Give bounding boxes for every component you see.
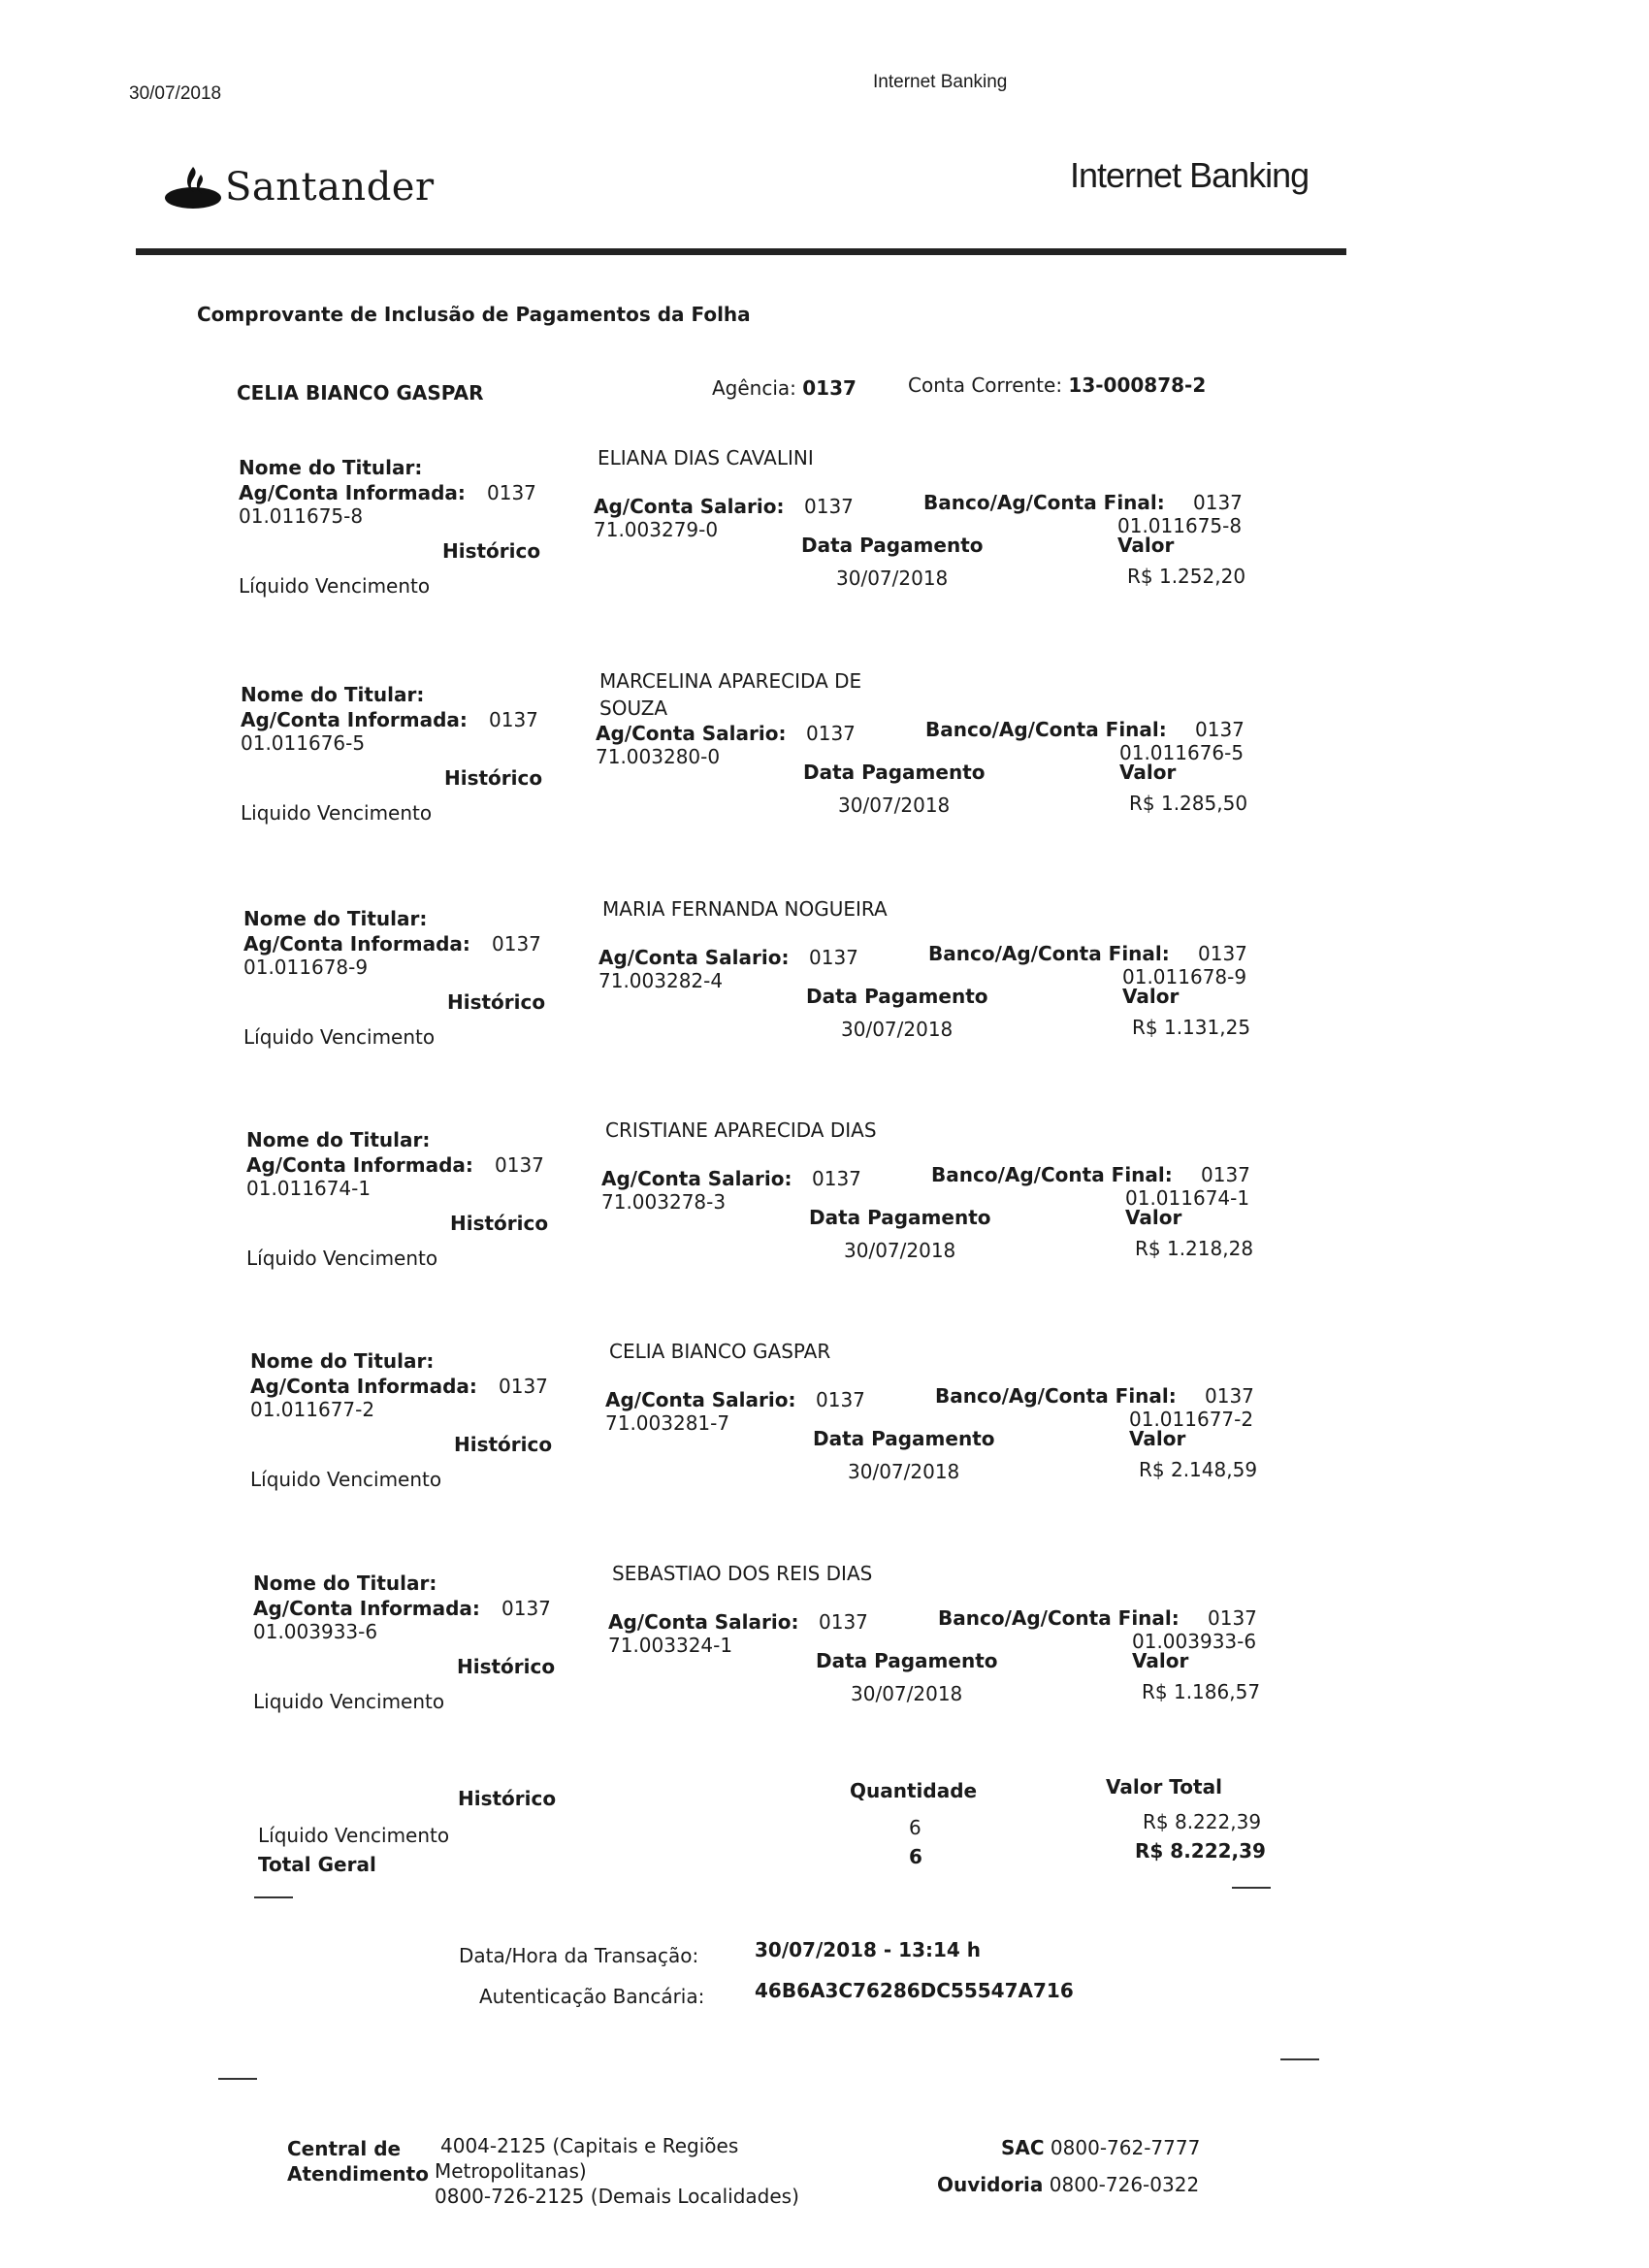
banco-final-label: Banco/Ag/Conta Final:	[925, 718, 1167, 741]
ag-salario-account: 71.003324-1	[608, 1634, 733, 1657]
ag-informada-account: 01.011675-8	[239, 504, 364, 528]
titular-name: ELIANA DIAS CAVALINI	[598, 446, 814, 470]
banco-final-account: 01.011676-5	[1119, 741, 1245, 764]
banco-final-label: Banco/Ag/Conta Final:	[938, 1606, 1180, 1630]
sac-label: SAC	[1001, 2136, 1045, 2159]
ag-salario-account: 71.003278-3	[601, 1190, 727, 1214]
valor-label: Valor	[1132, 1649, 1189, 1672]
total-geral-quantidade: 6	[909, 1845, 922, 1868]
valor-label: Valor	[1119, 761, 1177, 784]
historico-label: Histórico	[450, 1212, 549, 1235]
account-value: 13-000878-2	[1068, 373, 1207, 397]
ag-salario-label: Ag/Conta Salario:	[608, 1610, 799, 1634]
ag-salario-label: Ag/Conta Salario:	[605, 1388, 796, 1411]
header-small-title: Internet Banking	[873, 72, 1008, 92]
ag-informada-agency: 0137	[487, 481, 536, 504]
banco-final-agency: 0137	[1198, 942, 1247, 965]
data-pagamento-label: Data Pagamento	[806, 985, 988, 1008]
ag-informada-account: 01.011676-5	[241, 731, 366, 755]
historico-label: Histórico	[457, 1655, 556, 1678]
banco-final-label: Banco/Ag/Conta Final:	[935, 1384, 1177, 1408]
ouvidoria-label: Ouvidoria	[937, 2173, 1044, 2196]
ag-salario-account: 71.003282-4	[598, 969, 724, 992]
ag-informada-label: Ag/Conta Informada:	[241, 708, 468, 731]
valor-value: R$ 1.285,50	[1129, 792, 1248, 815]
valor-label: Valor	[1122, 985, 1180, 1008]
ag-salario-account: 71.003280-0	[596, 745, 721, 768]
banco-final-account: 01.011675-8	[1117, 514, 1243, 537]
titular-label: Nome do Titular:	[241, 683, 425, 706]
historico-value: Líquido Vencimento	[250, 1468, 442, 1491]
titular-name: MARIA FERNANDA NOGUEIRA	[602, 897, 888, 921]
brand-name: Santander	[225, 165, 435, 210]
valor-value: R$ 1.252,20	[1127, 565, 1246, 588]
banco-final-agency: 0137	[1195, 718, 1245, 741]
agency-label: Agência:	[712, 376, 796, 400]
banco-final-label: Banco/Ag/Conta Final:	[931, 1163, 1173, 1186]
account-label: Conta Corrente:	[908, 373, 1063, 397]
titular-name: CELIA BIANCO GASPAR	[609, 1340, 831, 1363]
ag-salario-label: Ag/Conta Salario:	[594, 495, 785, 518]
ag-informada-label: Ag/Conta Informada:	[243, 932, 470, 956]
ag-informada-label: Ag/Conta Informada:	[250, 1375, 477, 1398]
summary-row-total: R$ 8.222,39	[1143, 1810, 1262, 1833]
agency-value: 0137	[802, 376, 857, 400]
valor-value: R$ 1.186,57	[1142, 1680, 1261, 1703]
transaction-datetime: 30/07/2018 - 13:14 h	[755, 1938, 982, 1961]
titular-label: Nome do Titular:	[253, 1571, 437, 1595]
banco-final-agency: 0137	[1201, 1163, 1250, 1186]
bank-auth-code: 46B6A3C76286DC55547A716	[755, 1979, 1074, 2002]
data-pagamento-value: 30/07/2018	[851, 1682, 963, 1705]
ag-salario-agency: 0137	[804, 495, 854, 518]
central-phone-1b: Metropolitanas)	[435, 2159, 587, 2183]
central-phone-2: 0800-726-2125 (Demais Localidades)	[435, 2185, 799, 2208]
payment-record	[246, 1118, 1352, 1322]
ag-salario-label: Ag/Conta Salario:	[596, 722, 787, 745]
ag-informada-account: 01.003933-6	[253, 1620, 378, 1643]
document-title: Comprovante de Inclusão de Pagamentos da Folha	[197, 303, 751, 326]
data-pagamento-label: Data Pagamento	[809, 1206, 991, 1229]
bank-auth-label: Autenticação Bancária:	[479, 1985, 705, 2008]
sac-phone: 0800-762-7777	[1050, 2136, 1201, 2159]
banco-final-label: Banco/Ag/Conta Final:	[928, 942, 1170, 965]
ag-salario-label: Ag/Conta Salario:	[601, 1167, 792, 1190]
ag-informada-agency: 0137	[495, 1153, 544, 1177]
ag-salario-account: 71.003279-0	[594, 518, 719, 541]
banco-final-account: 01.011678-9	[1122, 965, 1247, 988]
ag-informada-agency: 0137	[499, 1375, 548, 1398]
ag-informada-agency: 0137	[501, 1597, 551, 1620]
ag-salario-agency: 0137	[806, 722, 856, 745]
payment-record	[239, 446, 1344, 650]
dash-mark	[218, 2078, 257, 2080]
banco-final-agency: 0137	[1205, 1384, 1254, 1408]
banco-final-account: 01.003933-6	[1132, 1630, 1257, 1653]
banco-final-agency: 0137	[1208, 1606, 1257, 1630]
historico-label: Histórico	[442, 539, 541, 563]
summary-historico-label: Histórico	[458, 1787, 557, 1810]
ouvidoria-phone: 0800-726-0322	[1049, 2173, 1200, 2196]
payment-record	[241, 669, 1346, 877]
ag-salario-agency: 0137	[809, 946, 858, 969]
historico-label: Histórico	[444, 766, 543, 790]
valor-label: Valor	[1117, 534, 1175, 557]
client-name: CELIA BIANCO GASPAR	[237, 381, 484, 405]
header-big-title: Internet Banking	[1070, 155, 1310, 195]
historico-value: Liquido Vencimento	[241, 801, 433, 825]
ag-salario-agency: 0137	[816, 1388, 865, 1411]
valor-value: R$ 2.148,59	[1139, 1458, 1258, 1481]
valor-value: R$ 1.131,25	[1132, 1016, 1251, 1039]
titular-label: Nome do Titular:	[243, 907, 428, 930]
data-pagamento-value: 30/07/2018	[841, 1018, 954, 1041]
valor-value: R$ 1.218,28	[1135, 1237, 1254, 1260]
data-pagamento-label: Data Pagamento	[813, 1427, 995, 1450]
banco-final-agency: 0137	[1193, 491, 1243, 514]
payment-record	[243, 897, 1349, 1101]
data-pagamento-label: Data Pagamento	[801, 534, 984, 557]
titular-name-2: SOUZA	[599, 697, 668, 720]
ag-informada-agency: 0137	[492, 932, 541, 956]
banco-final-account: 01.011677-2	[1129, 1408, 1254, 1431]
central-phone-1: 4004-2125 (Capitais e Regiões	[440, 2134, 739, 2157]
agency-row	[712, 376, 857, 400]
historico-value: Líquido Vencimento	[239, 574, 431, 598]
titular-label: Nome do Titular:	[239, 456, 423, 479]
transaction-datetime-label: Data/Hora da Transação:	[459, 1944, 699, 1967]
historico-value: Líquido Vencimento	[243, 1025, 436, 1049]
ag-informada-account: 01.011677-2	[250, 1398, 375, 1421]
dash-mark	[254, 1896, 293, 1898]
ouvidoria-row	[937, 2173, 1199, 2196]
historico-label: Histórico	[454, 1433, 553, 1456]
dash-mark	[1232, 1887, 1271, 1889]
data-pagamento-label: Data Pagamento	[816, 1649, 998, 1672]
titular-name: SEBASTIAO DOS REIS DIAS	[612, 1562, 873, 1585]
valor-label: Valor	[1129, 1427, 1186, 1450]
ag-salario-agency: 0137	[812, 1167, 861, 1190]
titular-name: MARCELINA APARECIDA DE	[599, 669, 862, 693]
summary-row-quantidade: 6	[909, 1816, 922, 1839]
data-pagamento-value: 30/07/2018	[844, 1239, 956, 1262]
historico-value: Líquido Vencimento	[246, 1247, 438, 1270]
ag-informada-label: Ag/Conta Informada:	[239, 481, 466, 504]
summary-valor-total-label: Valor Total	[1106, 1775, 1222, 1798]
banco-final-account: 01.011674-1	[1125, 1186, 1250, 1210]
sac-row	[1001, 2136, 1200, 2159]
titular-name: CRISTIANE APARECIDA DIAS	[605, 1118, 877, 1142]
account-row	[908, 373, 1206, 397]
titular-label: Nome do Titular:	[246, 1128, 431, 1151]
summary-quantidade-label: Quantidade	[850, 1779, 978, 1802]
total-geral-value: R$ 8.222,39	[1135, 1839, 1266, 1863]
titular-label: Nome do Titular:	[250, 1349, 435, 1373]
historico-value: Liquido Vencimento	[253, 1690, 445, 1713]
payment-record	[253, 1562, 1359, 1766]
ag-salario-account: 71.003281-7	[605, 1411, 730, 1435]
print-date: 30/07/2018	[129, 83, 222, 104]
dash-mark	[1280, 2058, 1319, 2060]
data-pagamento-value: 30/07/2018	[836, 567, 949, 590]
payment-record	[250, 1340, 1356, 1543]
data-pagamento-label: Data Pagamento	[803, 761, 986, 784]
total-geral-label: Total Geral	[258, 1853, 376, 1876]
central-label-2: Atendimento	[287, 2162, 429, 2186]
historico-label: Histórico	[447, 990, 546, 1014]
summary-row-historico: Líquido Vencimento	[258, 1824, 450, 1847]
flame-icon	[163, 163, 223, 211]
data-pagamento-value: 30/07/2018	[848, 1460, 960, 1483]
banco-final-label: Banco/Ag/Conta Final:	[923, 491, 1165, 514]
ag-informada-account: 01.011674-1	[246, 1177, 372, 1200]
ag-salario-label: Ag/Conta Salario:	[598, 946, 790, 969]
valor-label: Valor	[1125, 1206, 1182, 1229]
ag-informada-label: Ag/Conta Informada:	[253, 1597, 480, 1620]
ag-informada-agency: 0137	[489, 708, 538, 731]
ag-salario-agency: 0137	[819, 1610, 868, 1634]
santander-logo	[163, 163, 435, 211]
central-label-1: Central de	[287, 2137, 402, 2160]
data-pagamento-value: 30/07/2018	[838, 794, 951, 817]
ag-informada-label: Ag/Conta Informada:	[246, 1153, 473, 1177]
header-rule	[136, 248, 1346, 255]
ag-informada-account: 01.011678-9	[243, 956, 369, 979]
